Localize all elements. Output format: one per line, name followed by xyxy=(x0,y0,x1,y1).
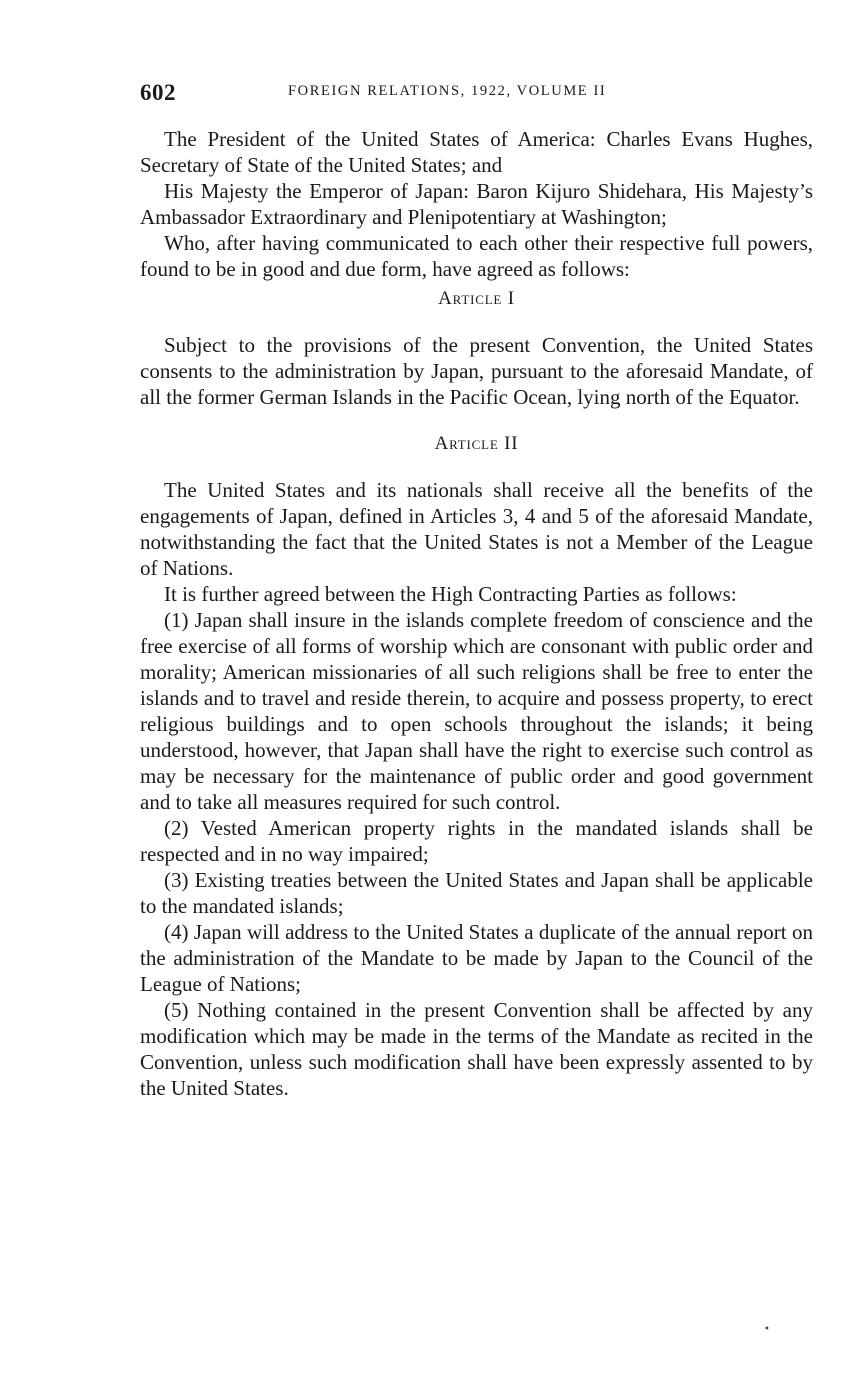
article-2-heading: Article II xyxy=(434,433,519,454)
article-1-text: Subject to the provisions of the present Convention, the United States consents to the administration by Japan, pursuant to the aforesaid Mandate, of all the former German Islands in the Pacific Ocean, lying north of the Equator. xyxy=(140,333,813,409)
paragraph-president: The President of the United States of America: Charles Evans Hughes, Secretary of State of the United States; and xyxy=(140,127,813,177)
list-item-1: (1) Japan shall insure in the islands complete freedom of conscience and the free exercise of all forms of worship which are consonant with public order and morality; American missionaries of all such religions shall be free to enter the islands and to travel and reside therein, to acquire and possess property, to erect religious buildings and to open schools throughout the islands; it being understood, however, that Japan shall have the right to exercise such control as may be necessary for the maintenance of public order and good government and to take all measures required for such control. xyxy=(140,608,813,814)
page-number: 602 xyxy=(140,80,176,105)
list-item-5: (5) Nothing contained in the present Convention shall be affected by any modification which may be made in the terms of the Mandate as recited in the Convention, unless such modification shall have been expressly assented to by the United States. xyxy=(140,998,813,1100)
scan-speck: • xyxy=(764,1324,770,1335)
list-item-3: (3) Existing treaties between the United States and Japan shall be applicable to the mandated islands; xyxy=(140,868,813,918)
paragraph-full-powers: Who, after having communicated to each other their respective full powers, found to be in good and due form, have agreed as follows: xyxy=(140,231,813,281)
list-item-2: (2) Vested American property rights in the mandated islands shall be respected and in no way impaired; xyxy=(140,816,813,866)
article-1-heading: Article I xyxy=(438,288,515,309)
running-head: FOREIGN RELATIONS, 1922, VOLUME II xyxy=(288,83,607,99)
document-body xyxy=(140,126,813,1101)
paragraph-further-agreed: It is further agreed between the High Contracting Parties as follows: xyxy=(164,582,737,606)
page-header xyxy=(140,80,813,110)
article-2-text: The United States and its nationals shall receive all the benefits of the engagements of Japan, defined in Articles 3, 4 and 5 of the aforesaid Mandate, notwithstanding the fact that the United States is not a Member of the League of Nations. xyxy=(140,478,813,580)
paragraph-emperor: His Majesty the Emperor of Japan: Baron Kijuro Shidehara, His Majesty’s Ambassador Extraordinary and Plenipotentiary at Washington; xyxy=(140,179,813,229)
list-item-4: (4) Japan will address to the United States a duplicate of the annual report on the administration of the Mandate to be made by Japan to the Council of the League of Nations; xyxy=(140,920,813,996)
